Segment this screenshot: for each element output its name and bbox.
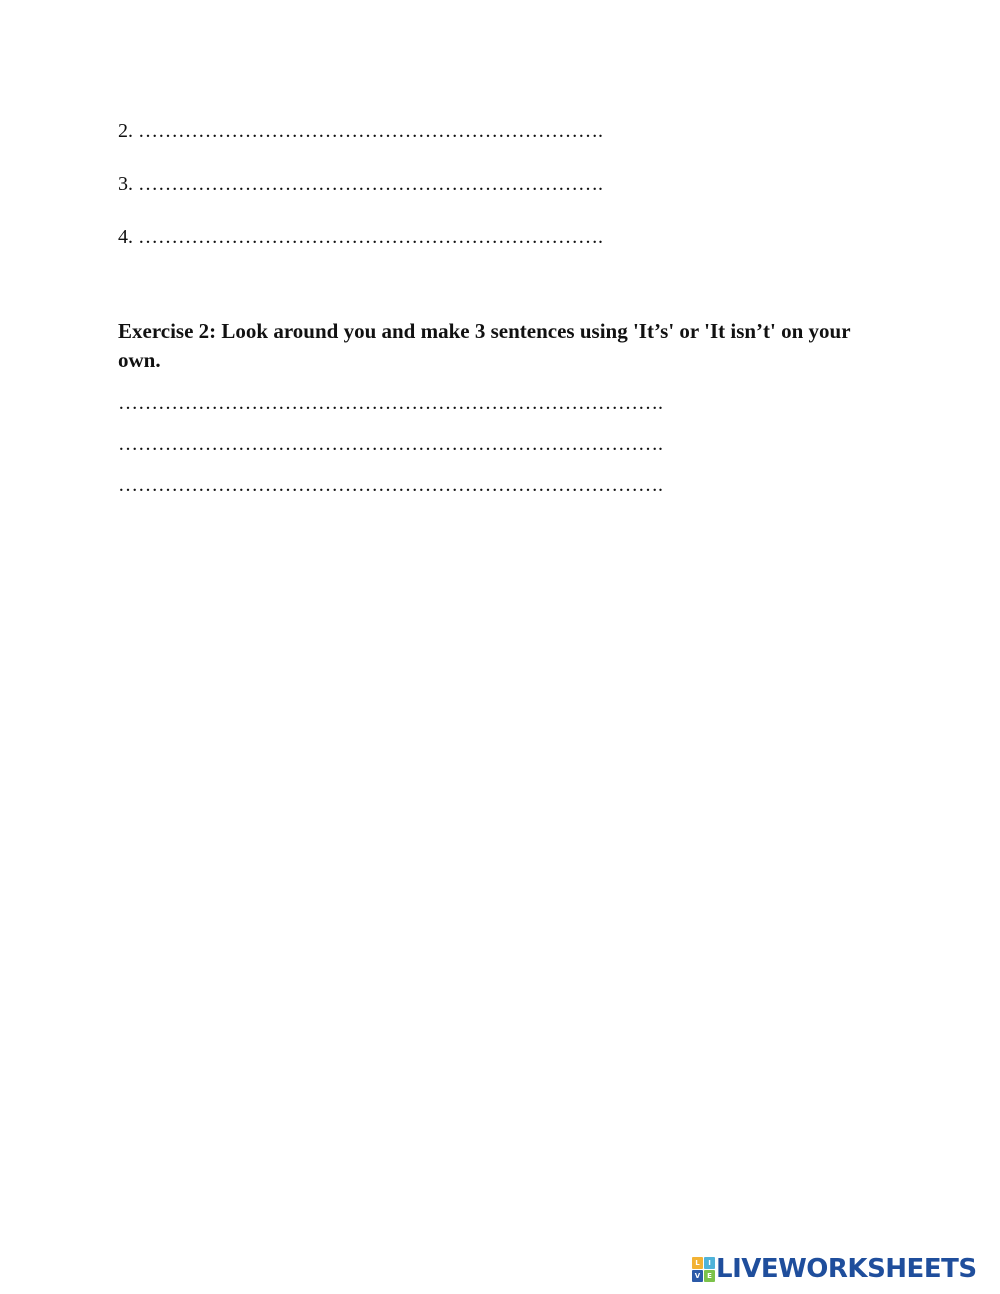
exercise-2-answer-line-1: ………………………………………………………………………. <box>118 392 663 414</box>
logo-square-l: L <box>692 1257 703 1269</box>
answer-line-2: 2. ……………………………………………………………. <box>118 120 603 142</box>
answer-line-3: 3. ……………………………………………………………. <box>118 173 603 195</box>
exercise-2-title: Exercise 2: Look around you and make 3 sentences using 'It’s' or 'It isn’t' on your own. <box>118 319 851 372</box>
logo-square-v: V <box>692 1270 703 1282</box>
logo-square-i: I <box>704 1257 715 1269</box>
exercise-2-answer-line-3: ………………………………………………………………………. <box>118 474 663 496</box>
liveworksheets-logo-icon <box>692 1257 714 1281</box>
answer-line-4: 4. ……………………………………………………………. <box>118 226 603 248</box>
exercise-2-answer-line-2: ………………………………………………………………………. <box>118 433 663 455</box>
brand-name: LIVEWORKSHEETS <box>716 1254 977 1284</box>
liveworksheets-brand <box>692 1254 977 1284</box>
logo-square-e: E <box>704 1270 715 1282</box>
